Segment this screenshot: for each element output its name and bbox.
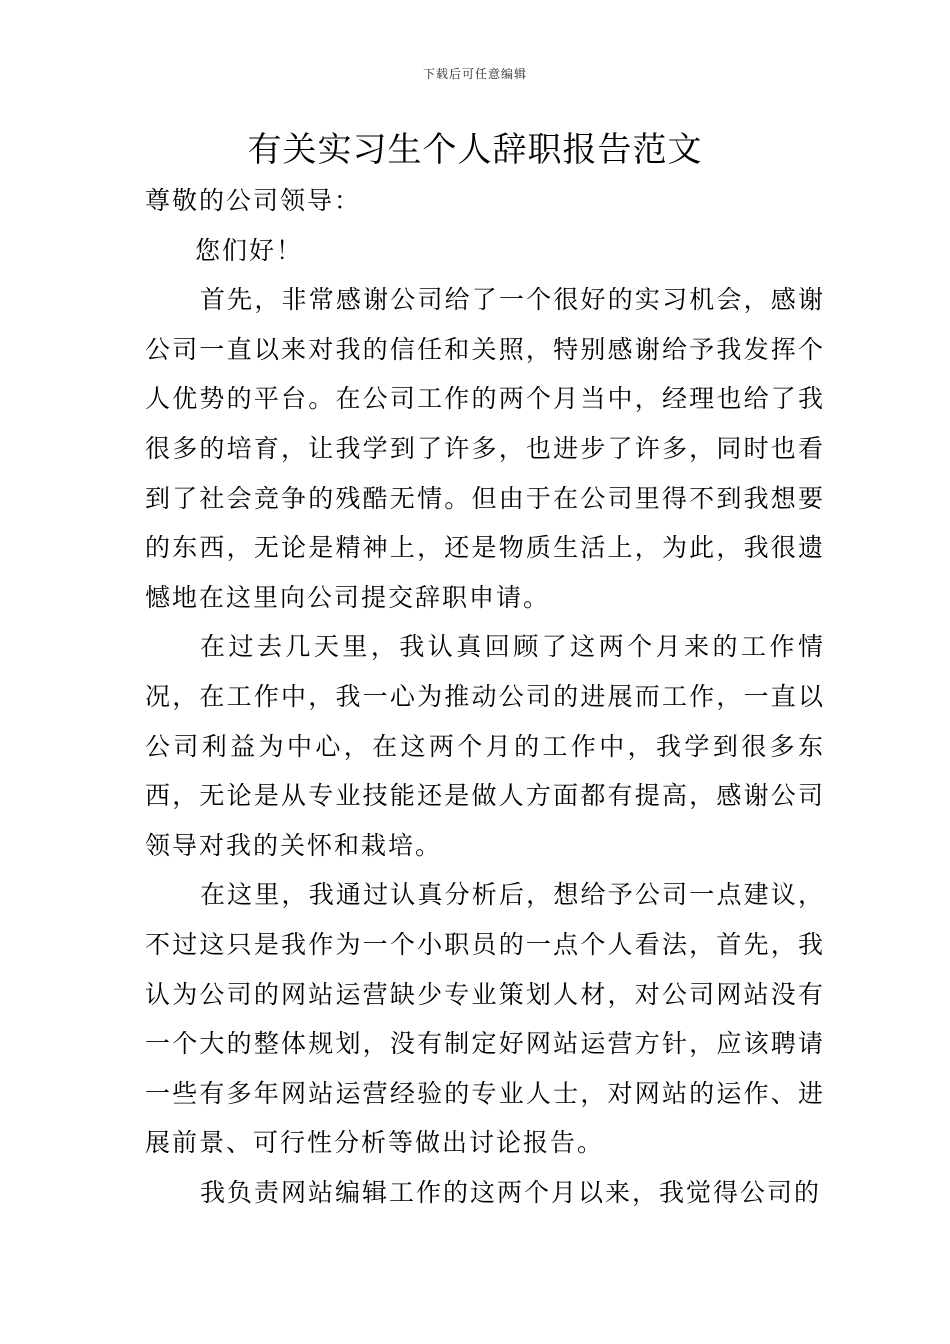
paragraph-2: 在过去几天里，我认真回顾了这两个月来的工作情况，在工作中，我一心为推动公司的进展而工作，一直以公司利益为中心，在这两个月的工作中，我学到很多东西，无论是从专业技能还是做人方面都有提高，感谢公司领导对我的关怀和栽培。 <box>145 632 825 860</box>
paragraph-1: 首先，非常感谢公司给了一个很好的实习机会，感谢公司一直以来对我的信任和关照，特别感谢给予我发挥个人优势的平台。在公司工作的两个月当中，经理也给了我很多的培育，让我学到了许多，也进步了许多，同时也看到了社会竞争的残酷无情。但由于在公司里得不到我想要的东西，无论是精神上，还是物质生活上，为此，我很遗憾地在这里向公司提交辞职申请。 <box>145 285 825 612</box>
paragraph-4: 我负责网站编辑工作的这两个月以来，我觉得公司的 <box>200 1177 822 1207</box>
paragraph-3: 在这里，我通过认真分析后，想给予公司一点建议，不过这只是我作为一个小职员的一点个人看法，首先，我认为公司的网站运营缺少专业策划人材，对公司网站没有一个大的整体规划，没有制定好网站运营方针，应该聘请一些有多年网站运营经验的专业人士，对网站的运作、进展前景、可行性分析等做出讨论报告。 <box>145 880 825 1158</box>
letter-body <box>145 176 825 1217</box>
greeting: 您们好！ <box>195 235 304 265</box>
header-note: 下载后可任意编辑 <box>422 67 527 81</box>
document-title: 有关实习生个人辞职报告范文 <box>247 130 703 170</box>
salutation: 尊敬的公司领导： <box>145 186 362 215</box>
